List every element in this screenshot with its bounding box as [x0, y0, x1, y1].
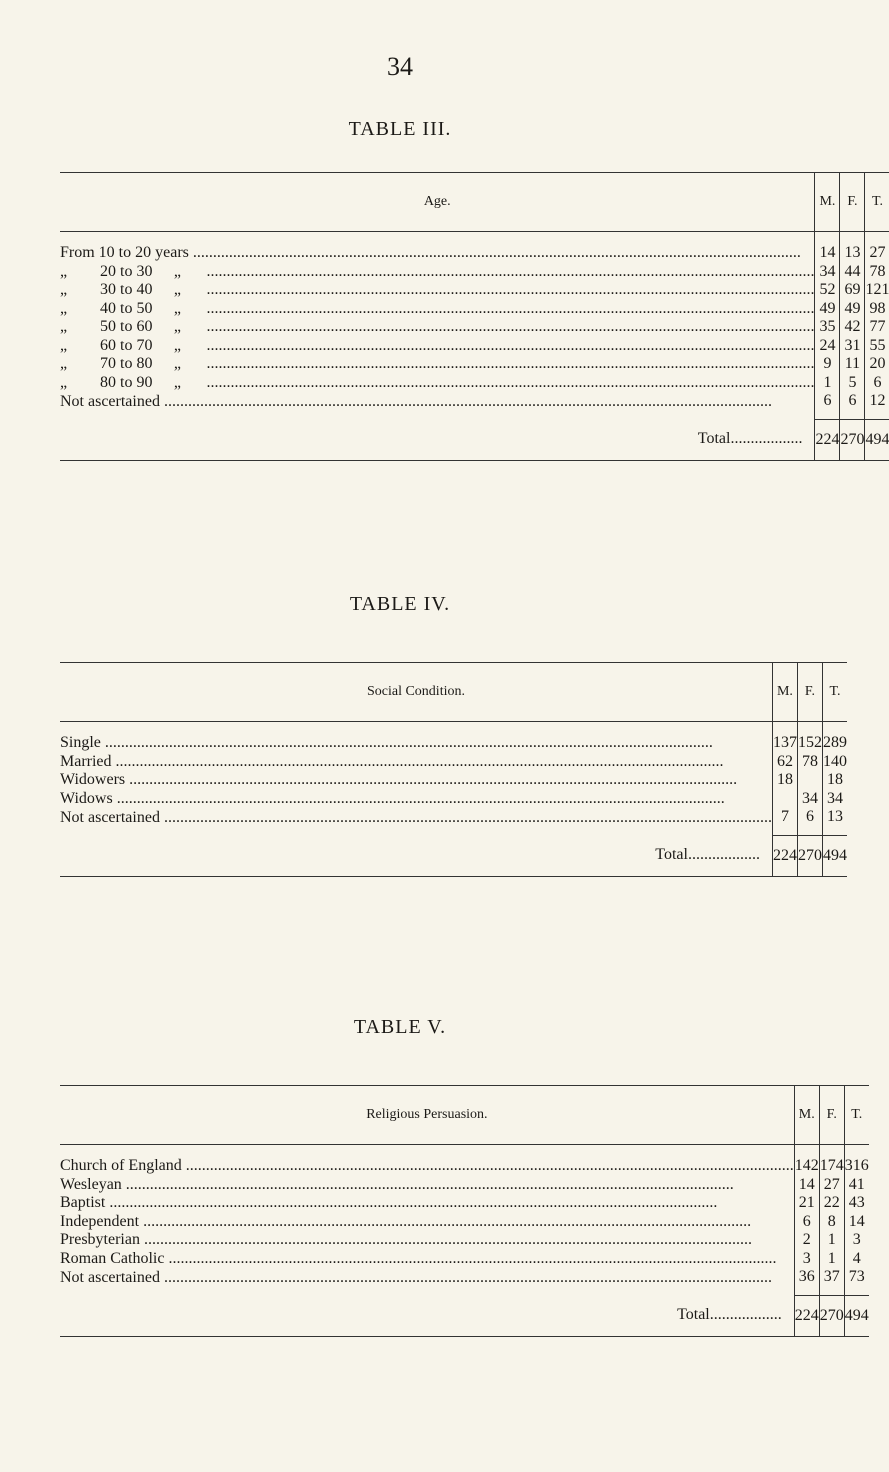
cell-m: 2 [794, 1231, 819, 1250]
cell-m: 142 [794, 1145, 819, 1176]
total-row [60, 835, 847, 876]
total-m: 224 [772, 835, 797, 876]
cell-t: 316 [844, 1145, 869, 1176]
ditto-mark: „ [173, 281, 181, 299]
ditto-mark: „ [173, 318, 181, 336]
cell-m: 24 [815, 337, 840, 356]
row-label: Independent ..... [60, 1213, 794, 1232]
row-label: 50 to 60 [100, 318, 153, 336]
cell-t: 73 [844, 1268, 869, 1295]
cell-t: 140 [822, 752, 847, 770]
row-label: From 10 to 20 years ..... [60, 232, 815, 263]
total-row [60, 1295, 869, 1336]
table-row [60, 1194, 869, 1213]
cell-t: 289 [822, 722, 847, 753]
ditto-mark: „ [60, 281, 68, 299]
total-label: Total.................. [60, 835, 772, 876]
cell-t: 27 [865, 232, 889, 263]
cell-m: 7 [772, 808, 797, 835]
label-header: Age. [60, 173, 815, 232]
cell-f: 44 [840, 263, 865, 282]
cell-f: 31 [840, 337, 865, 356]
cell-m: 137 [772, 722, 797, 753]
ditto-mark: „ [60, 355, 68, 373]
cell-t: 55 [865, 337, 889, 356]
cell-t: 14 [844, 1213, 869, 1232]
table-row [60, 1268, 869, 1295]
cell-t: 43 [844, 1194, 869, 1213]
table-header-row [60, 663, 847, 722]
col-m-header: M. [815, 173, 840, 232]
cell-t: 41 [844, 1176, 869, 1195]
row-label: Baptist ..... [60, 1194, 794, 1213]
table-row [60, 1145, 869, 1176]
ditto-mark: „ [60, 373, 68, 391]
cell-m: 49 [815, 300, 840, 319]
cell-f: 1 [819, 1231, 844, 1250]
table-row [60, 318, 889, 337]
cell-f: 13 [840, 232, 865, 263]
cell-m: 34 [815, 263, 840, 282]
cell-m: 14 [815, 232, 840, 263]
col-m-header: M. [794, 1086, 819, 1145]
row-label: 20 to 30 [100, 262, 153, 280]
row-label-cell [60, 337, 815, 356]
table-row [60, 263, 889, 282]
cell-f: 22 [819, 1194, 844, 1213]
cell-m: 62 [772, 753, 797, 772]
row-label: 30 to 40 [100, 281, 153, 299]
table-row [60, 1176, 869, 1195]
cell-f: 174 [819, 1145, 844, 1176]
row-label-cell [60, 263, 815, 282]
row-label: 40 to 50 [100, 299, 153, 317]
table-iii [60, 172, 889, 461]
table-row [60, 1213, 869, 1232]
table-header-row [60, 173, 889, 232]
table-row [60, 355, 889, 374]
cell-f: 27 [819, 1176, 844, 1195]
ditto-mark: „ [173, 299, 181, 317]
row-label: Widowers ..... [60, 771, 772, 790]
col-m-header: M. [772, 663, 797, 722]
row-label-cell [60, 355, 815, 374]
table-row [60, 1231, 869, 1250]
cell-m: 9 [815, 355, 840, 374]
cell-t: 4 [844, 1250, 869, 1269]
row-label: 80 to 90 [100, 373, 153, 391]
cell-m: 36 [794, 1268, 819, 1295]
row-label: Not ascertained ..... [60, 1268, 794, 1295]
total-f: 270 [840, 419, 865, 460]
total-t: 494 [822, 835, 847, 876]
cell-t: 121 [865, 281, 889, 299]
table-row [60, 790, 847, 809]
total-f: 270 [819, 1295, 844, 1336]
table-row [60, 300, 889, 319]
total-m: 224 [794, 1295, 819, 1336]
total-label: Total.................. [60, 1295, 794, 1336]
cell-f: 5 [840, 374, 865, 393]
total-row [60, 419, 889, 460]
cell-f: 1 [819, 1250, 844, 1269]
row-label: 70 to 80 [100, 355, 153, 373]
table-v [60, 1085, 869, 1337]
cell-f: 6 [797, 808, 822, 835]
cell-m [772, 790, 797, 809]
ditto-mark: „ [60, 299, 68, 317]
row-label-cell [60, 318, 815, 337]
table-row [60, 337, 889, 356]
ditto-mark: „ [173, 262, 181, 280]
row-label: Single ..... [60, 722, 772, 753]
cell-t: 13 [822, 808, 847, 835]
total-m: 224 [815, 419, 840, 460]
col-t-header: T. [865, 173, 889, 232]
cell-t: 20 [865, 355, 889, 374]
cell-f: 34 [797, 790, 822, 809]
total-t: 494 [844, 1295, 869, 1336]
total-f: 270 [797, 835, 822, 876]
row-label-cell [60, 281, 815, 300]
table-v-title: TABLE V. [353, 1016, 447, 1038]
cell-t: 12 [865, 392, 889, 419]
cell-m: 6 [815, 392, 840, 419]
ditto-mark: „ [60, 318, 68, 336]
cell-m: 35 [815, 318, 840, 337]
table-row [60, 753, 847, 772]
col-f-header: F. [840, 173, 865, 232]
table-row [60, 722, 847, 753]
table-iv [60, 662, 847, 877]
cell-t: 77 [865, 318, 889, 337]
cell-f: 8 [819, 1213, 844, 1232]
label-header: Social Condition. [60, 663, 772, 722]
row-label: Church of England ..... [60, 1145, 794, 1176]
table-row [60, 374, 889, 393]
page-number: 34 [387, 52, 413, 81]
row-label: Wesleyan ..... [60, 1176, 794, 1195]
cell-m: 18 [772, 771, 797, 790]
cell-f: 49 [840, 300, 865, 319]
row-label-cell [60, 374, 815, 393]
row-label-cell [60, 300, 815, 319]
table-iv-title: TABLE IV. [349, 593, 451, 615]
row-label: Not ascertained ..... [60, 808, 772, 835]
total-label: Total.................. [60, 419, 815, 460]
cell-t: 34 [822, 790, 847, 809]
cell-m: 3 [794, 1250, 819, 1269]
col-f-header: F. [797, 663, 822, 722]
ditto-mark: „ [173, 336, 181, 354]
cell-f [797, 771, 822, 790]
row-label: Married ..... [60, 753, 772, 772]
cell-f: 11 [840, 355, 865, 374]
cell-m: 21 [794, 1194, 819, 1213]
cell-t: 3 [844, 1231, 869, 1250]
cell-m: 6 [794, 1213, 819, 1232]
row-label: Widows ..... [60, 790, 772, 809]
cell-t: 6 [865, 374, 889, 393]
cell-f: 78 [797, 753, 822, 772]
row-label: Roman Catholic ..... [60, 1250, 794, 1269]
cell-f: 42 [840, 318, 865, 337]
table-iii-title: TABLE III. [348, 118, 452, 140]
ditto-mark: „ [60, 262, 68, 280]
row-label: Not ascertained ..... [60, 392, 815, 419]
col-f-header: F. [819, 1086, 844, 1145]
total-t: 494 [865, 419, 889, 460]
ditto-mark: „ [60, 336, 68, 354]
table-header-row [60, 1086, 869, 1145]
table-row [60, 232, 889, 263]
cell-m: 1 [815, 374, 840, 393]
cell-m: 52 [815, 281, 840, 300]
cell-f: 69 [840, 281, 865, 300]
ditto-mark: „ [173, 373, 181, 391]
cell-t: 18 [822, 771, 847, 790]
table-row [60, 808, 847, 835]
row-label: Presbyterian ..... [60, 1231, 794, 1250]
table-row [60, 392, 889, 419]
cell-t: 78 [865, 263, 889, 282]
cell-m: 14 [794, 1176, 819, 1195]
label-header: Religious Persuasion. [60, 1086, 794, 1145]
ditto-mark: „ [173, 355, 181, 373]
cell-f: 37 [819, 1268, 844, 1295]
cell-f: 6 [840, 392, 865, 419]
col-t-header: T. [822, 663, 847, 722]
row-label: 60 to 70 [100, 336, 153, 354]
col-t-header: T. [844, 1086, 869, 1145]
cell-t: 98 [865, 300, 889, 319]
table-row [60, 771, 847, 790]
table-row [60, 281, 889, 300]
cell-f: 152 [797, 722, 822, 753]
table-row [60, 1250, 869, 1269]
